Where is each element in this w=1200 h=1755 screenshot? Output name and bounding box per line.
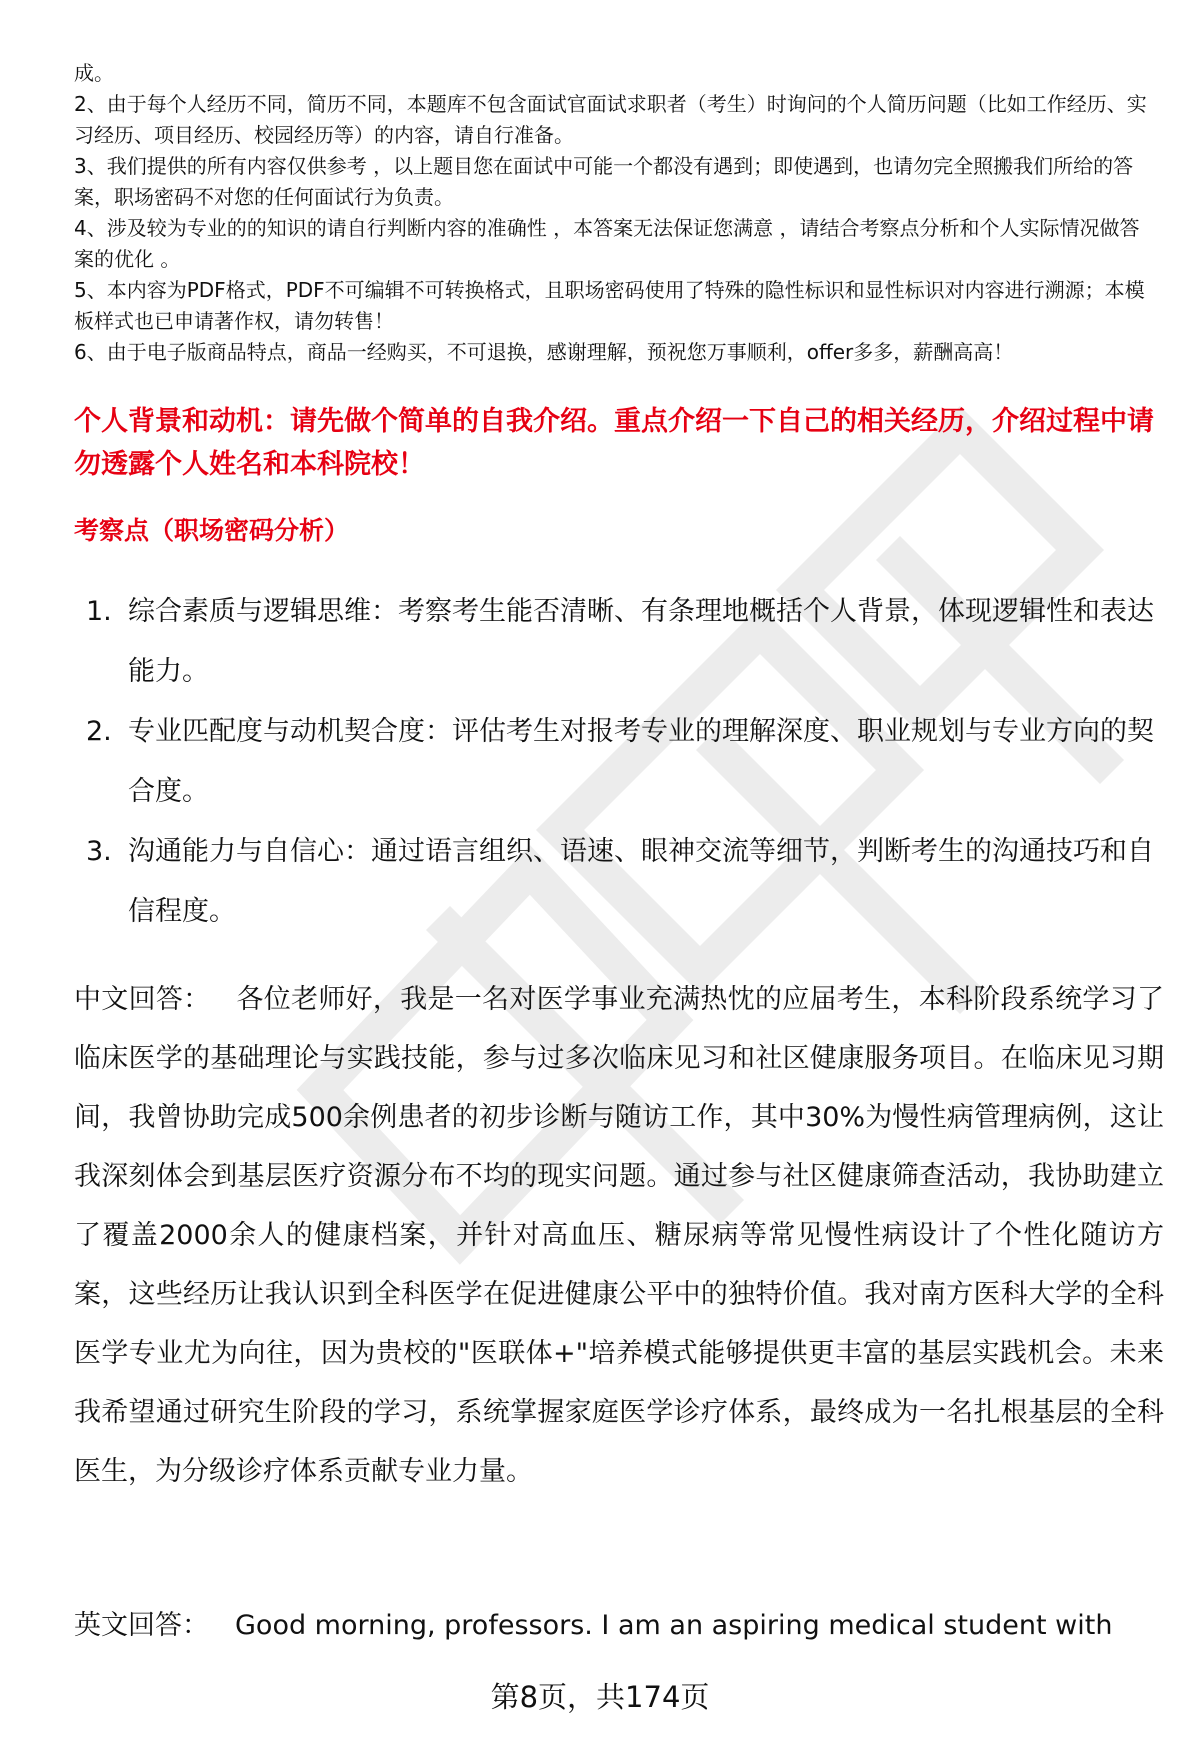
- key-points-heading: 考察点（职场密码分析）: [74, 516, 350, 545]
- list-item-number: 1.: [86, 596, 112, 627]
- list-item: [74, 582, 1154, 702]
- list-item-number: 2.: [86, 716, 112, 747]
- chinese-answer-text: 各位老师好，我是一名对医学事业充满热忱的应届考生，本科阶段系统学习了临床医学的基础理论与实践技能，参与过多次临床见习和社区健康服务项目。在临床见习期间，我曾协助完成500余例患者的初步诊断与随访工作，其中30%为慢性病管理病例，这让我深刻体会到基层医疗资源分布不均的现实问题。通过参与社区健康筛查活动，我协助建立了覆盖2000余人的健康档案，并针对高血压、糖尿病等常见慢性病设计了个性化随访方案，这些经历让我认识到全科医学在促进健康公平中的独特价值。我对南方医科大学的全科医学专业尤为向往，因为贵校的"医联体+"培养模式能够提供更丰富的基层实践机会。未来我希望通过研究生阶段的学习，系统掌握家庭医学诊疗体系，最终成为一名扎根基层的全科医生，为分级诊疗体系贡献专业力量。: [74, 984, 1165, 1487]
- english-answer: [74, 1596, 1164, 1655]
- note-line: 成。: [74, 61, 114, 85]
- list-item-text: 专业匹配度与动机契合度：评估考生对报考专业的理解深度、职业规划与专业方向的契合度。: [128, 716, 1154, 807]
- english-answer-label: 英文回答：: [74, 1610, 209, 1641]
- key-points-list: [74, 582, 1154, 942]
- list-item-number: 3.: [86, 836, 112, 867]
- note-line: 6、由于电子版商品特点，商品一经购买，不可退换，感谢理解，预祝您万事顺利，offer多多，薪酬高高！: [74, 340, 1014, 364]
- note-line: 5、本内容为PDF格式，PDF不可编辑不可转换格式，且职场密码使用了特殊的隐性标识和显性标识对内容进行溯源；本模板样式也已申请著作权，请勿转售！: [74, 278, 1145, 333]
- chinese-answer: [74, 970, 1164, 1501]
- list-item-text: 沟通能力与自信心：通过语言组织、语速、眼神交流等细节，判断考生的沟通技巧和自信程度。: [128, 836, 1154, 927]
- note-line: 3、我们提供的所有内容仅供参考 ，以上题目您在面试中可能一个都没有遇到；即使遇到，也请勿完全照搬我们所给的答案，职场密码不对您的任何面试行为负责。: [74, 154, 1134, 209]
- note-line: 4、涉及较为专业的的知识的请自行判断内容的准确性 ，本答案无法保证您满意 ，请结合考察点分析和个人实际情况做答案的优化 。: [74, 216, 1140, 271]
- note-line: 2、由于每个人经历不同，简历不同，本题库不包含面试官面试求职者（考生）时询问的个人简历问题（比如工作经历、实习经历、项目经历、校园经历等）的内容，请自行准备。: [74, 92, 1147, 147]
- list-item: [74, 702, 1154, 822]
- chinese-answer-label: 中文回答：: [74, 984, 211, 1015]
- list-item: [74, 822, 1154, 942]
- list-item-text: 综合素质与逻辑思维：考察考生能否清晰、有条理地概括个人背景，体现逻辑性和表达能力。: [128, 596, 1154, 687]
- page-number: 第8页，共174页: [490, 1680, 710, 1714]
- disclaimer-notes: [74, 58, 1154, 368]
- question-heading: 个人背景和动机：请先做个简单的自我介绍。重点介绍一下自己的相关经历，介绍过程中请勿透露个人姓名和本科院校！: [74, 406, 1154, 480]
- english-answer-text: Good morning, professors. I am an aspiring medical student with: [235, 1610, 1113, 1641]
